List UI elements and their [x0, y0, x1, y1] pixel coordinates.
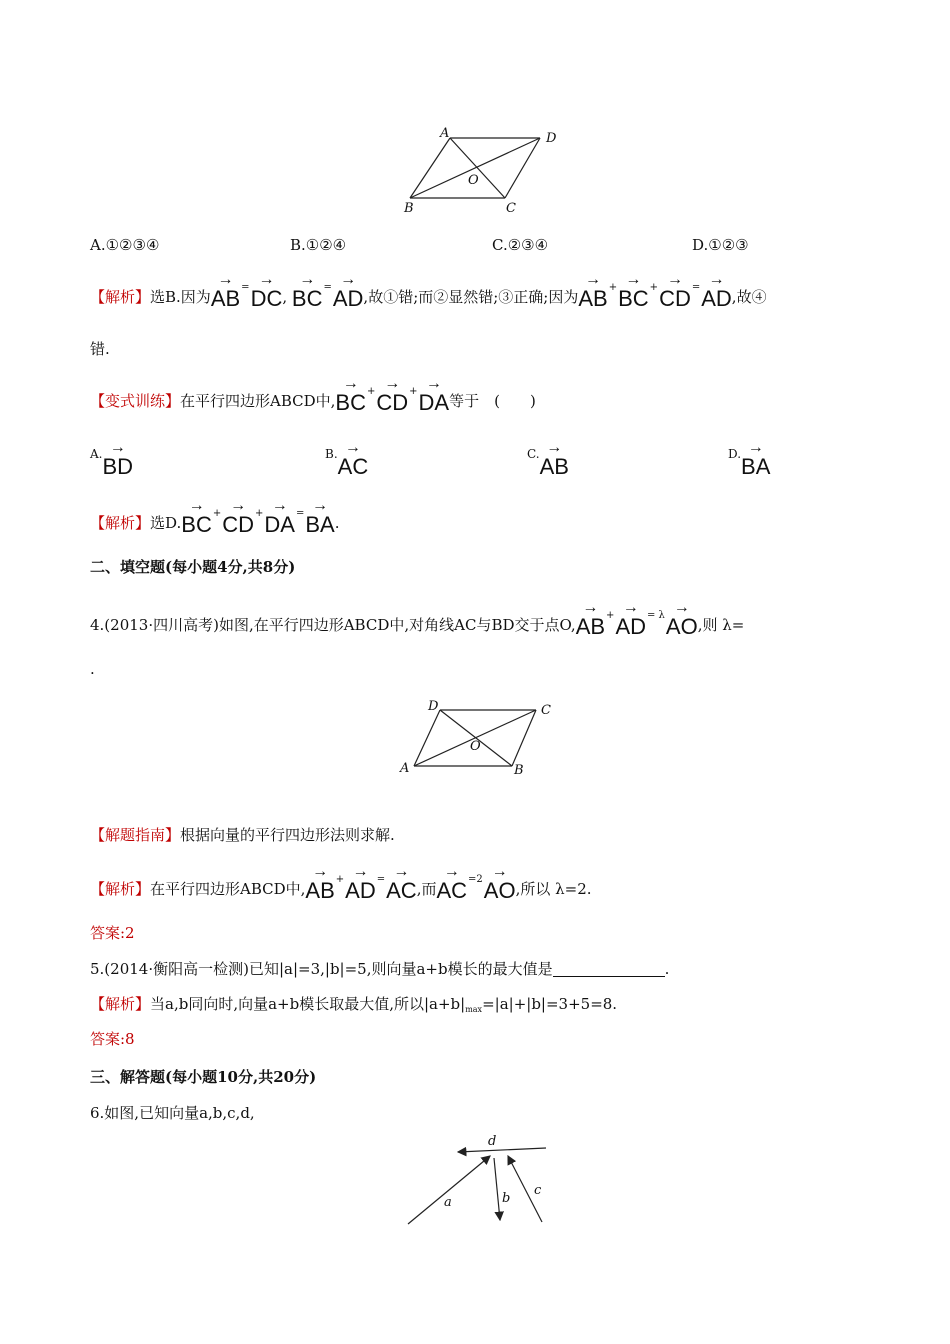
q4-end-dot: . [90, 660, 95, 678]
vertex-label-b: B [514, 763, 524, 778]
guide-tag: 【解题指南】 [90, 826, 181, 844]
variant-option-d: $^{D.}$→ BA [728, 442, 770, 478]
vector-ab: → AB [305, 866, 334, 902]
vertex-label-b: B [404, 201, 414, 216]
vector-label-d: d [488, 1134, 497, 1149]
q5-solution: 【解析】当a,b同向时,向量a+b模长取最大值,所以$|a+b|_{max}=|a|+|b|=3+5=8$. [90, 995, 618, 1014]
q5-answer: 答案:8 [90, 1030, 135, 1048]
vector-dc: → DC [251, 274, 283, 310]
vertex-label-a: A [400, 761, 410, 776]
vector-ba: → BA [741, 442, 770, 478]
solution-tag: 【解析】 [90, 995, 151, 1013]
vector-ad: → AD [701, 274, 732, 310]
vector-label-c: c [534, 1183, 542, 1198]
q3-solution-end: 错. [90, 340, 110, 358]
q5-question: 5.(2014·衡阳高一检测)已知|a|=3,|b|=5,则向量a+b模长的最大值是 . [90, 960, 670, 978]
vector-ac: → AC [436, 866, 467, 902]
vector-ad: → AD [615, 602, 646, 638]
q3-option-d: D.①②③ [692, 236, 749, 254]
vertex-label-c: C [541, 703, 551, 718]
variant-option-a: $^{A.}$→ BD [90, 442, 133, 478]
q3-option-c: C.②③④ [492, 236, 549, 254]
parallelogram-figure-2 [396, 698, 558, 780]
q4-answer: 答案:2 [90, 924, 135, 942]
vector-cd: → CD [659, 274, 691, 310]
vector-da: → DA [419, 378, 450, 414]
q4-question: 4.(2013·四川高考)如图,在平行四边形ABCD中,对角线AC与BD交于点$O,\to AB^+\to AD^{= \lambda}\to$ AO,则 λ= [90, 602, 744, 638]
vector-cd: → CD [376, 378, 408, 414]
q3-solution: 【解析】选B.因为→ AB=→ DC, → BC=→ AD,故①错;而②显然错;③正确;因为→ AB+→ BC+→ CD=→ AD,故④ [90, 274, 767, 310]
variant-option-c: $^{C.}$→ AB [527, 442, 569, 478]
solution-tag: 【解析】 [90, 288, 151, 306]
vector-bc: → BC [335, 378, 366, 414]
variant-question: 【变式训练】在平行四边形ABCD中,→ BC+→ CD+→ DA等于 ( ) [90, 378, 536, 414]
vertex-label-d: D [428, 699, 439, 714]
vertex-label-o: O [470, 739, 481, 754]
vertex-label-o: O [468, 173, 479, 188]
vector-label-a: a [444, 1195, 452, 1210]
q3-option-a: A.①②③④ [90, 236, 160, 254]
section-3-title: 三、解答题(每小题10分,共20分) [90, 1068, 317, 1086]
vector-ac: → AC [386, 866, 417, 902]
vertex-label-c: C [506, 201, 516, 216]
variant-option-b: $^{B.}$→ AC [325, 442, 368, 478]
vector-bc: → BC [292, 274, 323, 310]
q3-option-b: B.①②④ [290, 236, 347, 254]
variant-solution: 【解析】选D.→ BC+→ CD+→ DA=→ BA. [90, 500, 340, 536]
vector-ab: → AB [211, 274, 240, 310]
vector-ao: → AO [484, 866, 516, 902]
vector-bc: → BC [181, 500, 212, 536]
vector-bd: → BD [102, 442, 133, 478]
vector-label-b: b [502, 1191, 511, 1206]
vector-ad: → AD [333, 274, 364, 310]
vertex-label-d: D [546, 131, 557, 146]
vector-ad: → AD [345, 866, 376, 902]
q4-solution: 【解析】在平行四边形ABCD中,→ AB+→ AD=→ AC,而→ $AC^{=2}\to$ AO,所以 λ=2. [90, 866, 592, 902]
vector-ab: → AB [576, 602, 605, 638]
solution-tag: 【解析】 [90, 880, 151, 898]
vector-ao: → AO [666, 602, 698, 638]
parallelogram-figure-1 [400, 122, 570, 218]
section-2-title: 二、填空题(每小题4分,共8分) [90, 558, 296, 576]
vector-ac: → AC [338, 442, 369, 478]
q6-question: 6.如图,已知向量a,b,c,d, [90, 1104, 255, 1122]
answer-blank [553, 962, 665, 977]
vector-ab: → AB [578, 274, 607, 310]
solution-tag: 【解析】 [90, 514, 151, 532]
vector-ba: → BA [305, 500, 334, 536]
vectors-figure [400, 1130, 560, 1230]
vertex-label-a: A [440, 126, 450, 141]
q4-guide: 【解题指南】根据向量的平行四边形法则求解. [90, 826, 395, 844]
vector-bc: → BC [618, 274, 649, 310]
vector-ab: → AB [540, 442, 569, 478]
variant-tag: 【变式训练】 [90, 392, 181, 410]
vector-cd: → CD [222, 500, 254, 536]
vector-da: → DA [264, 500, 295, 536]
